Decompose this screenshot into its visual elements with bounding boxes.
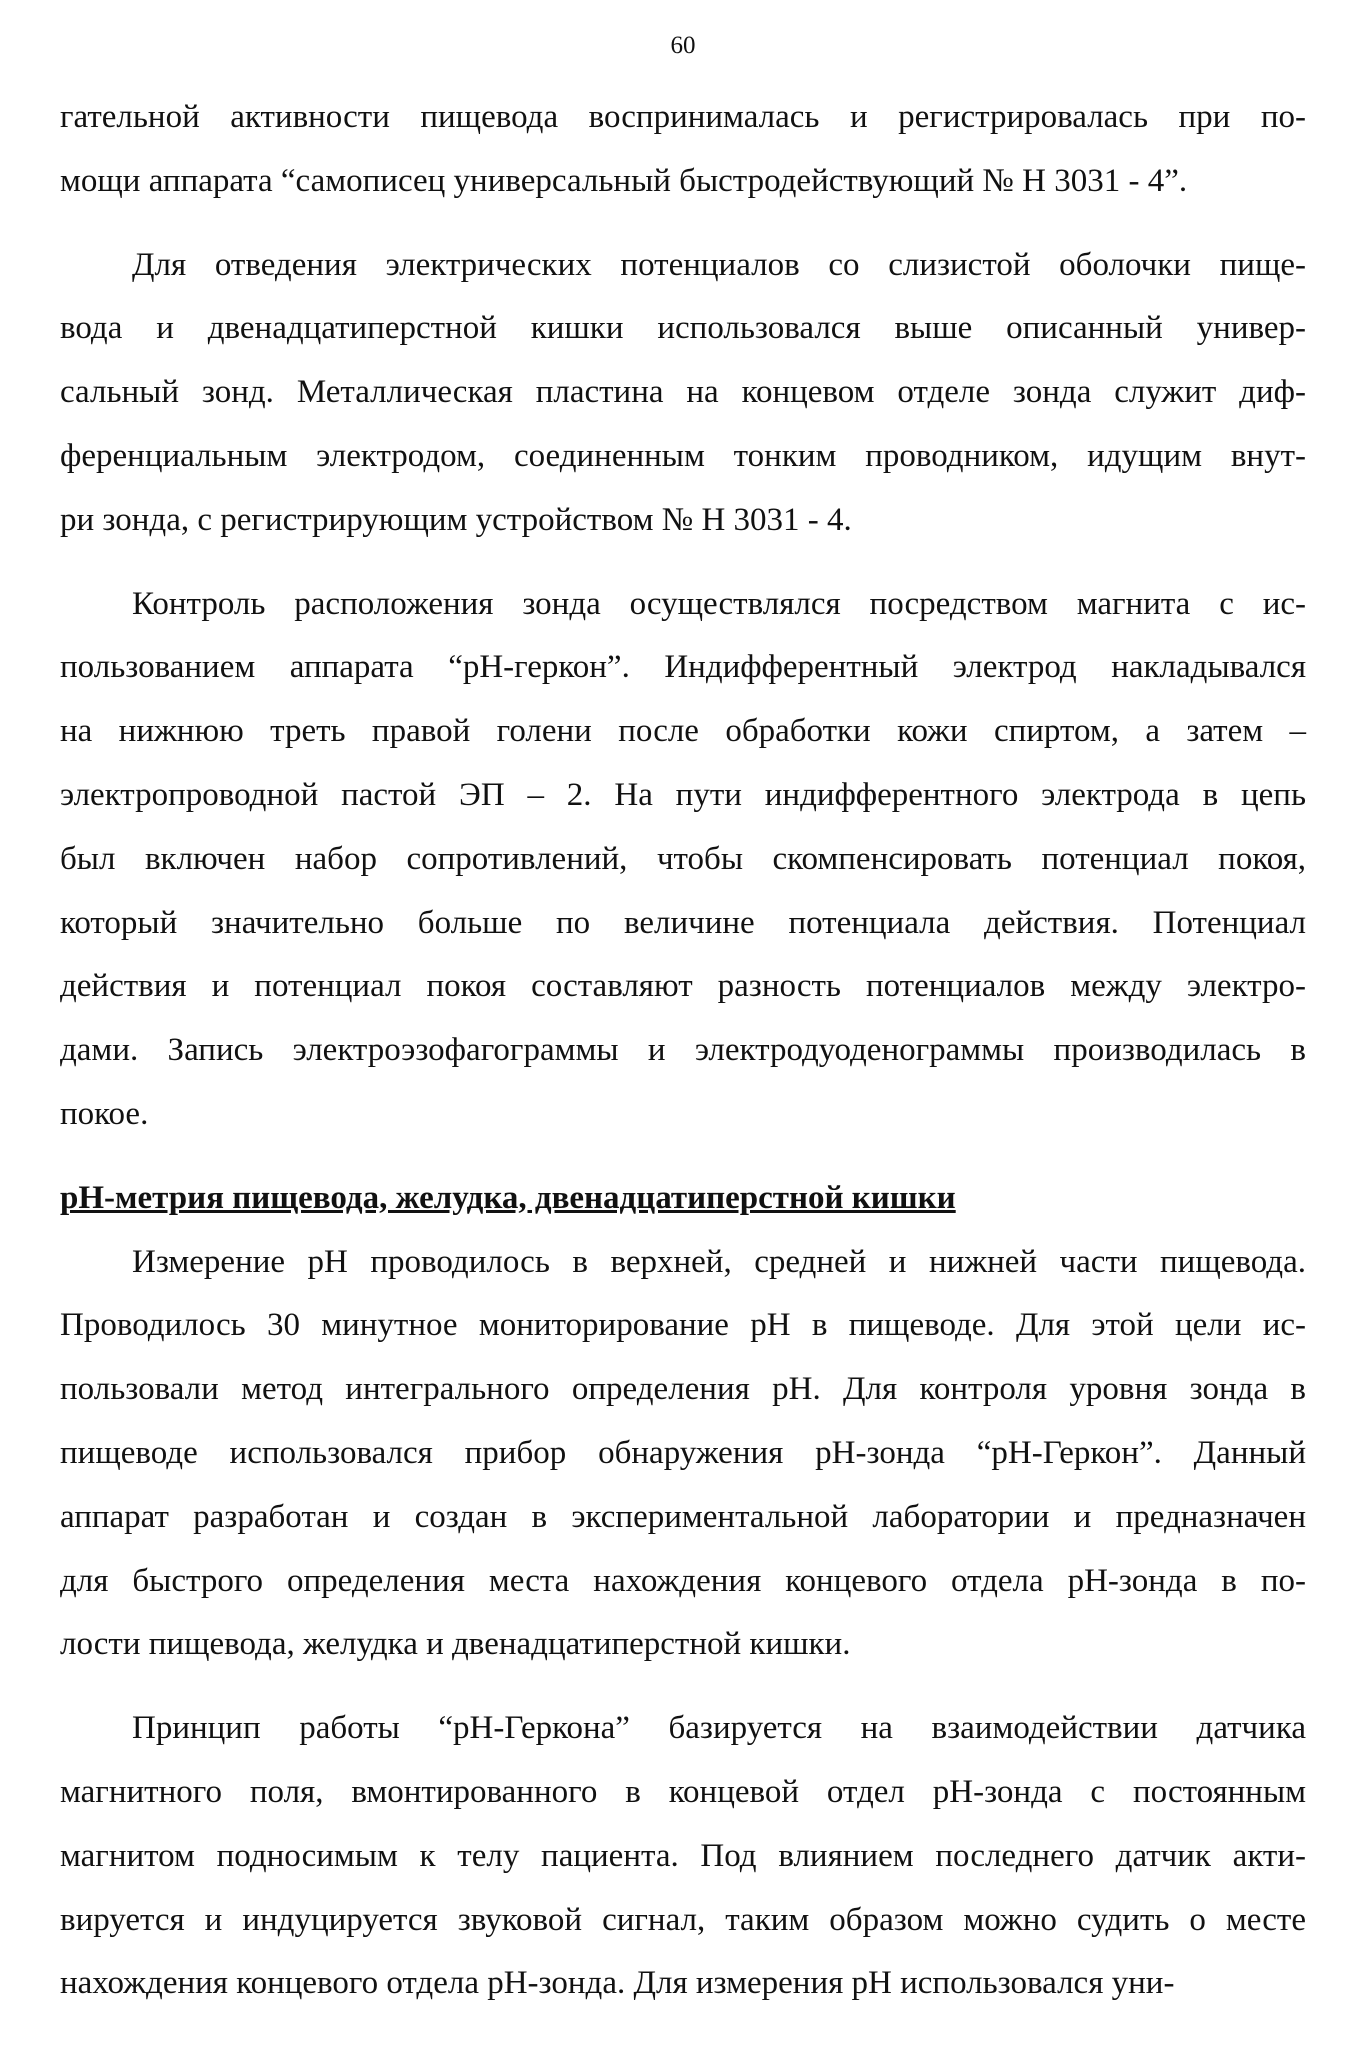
page-number: 60: [670, 32, 696, 59]
text-line: Контроль расположения зонда осуществлялся посредством магнита с ис-: [132, 585, 1306, 622]
text-line: Измерение рН проводилось в верхней, средней и нижней части пищевода.: [132, 1243, 1306, 1280]
text-line: пользовали метод интегрального определения рН. Для контроля уровня зонда в: [60, 1371, 1306, 1408]
paragraphs-after-heading: [60, 1231, 1306, 2017]
text-line: на нижнюю треть правой голени после обработки кожи спиртом, а затем –: [60, 713, 1306, 750]
text-line: Проводилось 30 минутное мониторирование рН в пищеводе. Для этой цели ис-: [60, 1307, 1306, 1344]
text-line: вода и двенадцатиперстной кишки использовался выше описанный универ-: [60, 310, 1306, 347]
paragraph: [60, 234, 1306, 553]
text-line: был включен набор сопротивлений, чтобы скомпенсировать потенциал покоя,: [60, 840, 1306, 877]
paragraph: [60, 1231, 1306, 1678]
text-line: покое.: [60, 1095, 149, 1132]
text-line: Принцип работы “рН-Геркона” базируется на взаимодействии датчика: [132, 1710, 1306, 1747]
text-line: Для отведения электрических потенциалов со слизистой оболочки пище-: [132, 246, 1306, 283]
page-content: [60, 86, 1306, 2036]
text-line: пользованием аппарата “рН-геркон”. Индифферентный электрод накладывался: [60, 649, 1306, 686]
text-line: вируется и индуцируется звуковой сигнал, таким образом можно судить о месте: [60, 1901, 1306, 1938]
paragraph: [60, 86, 1306, 214]
text-line: аппарат разработан и создан в экспериментальной лаборатории и предназначен: [60, 1498, 1306, 1535]
text-line: гательной активности пищевода воспринималась и регистрировалась при по-: [60, 99, 1306, 135]
text-line: для быстрого определения места нахождения концевого отдела рН-зонда в по-: [60, 1562, 1306, 1599]
text-line: сальный зонд. Металлическая пластина на концевом отделе зонда служит диф-: [60, 374, 1306, 411]
text-line: дами. Запись электроэзофагограммы и электродуоденограммы производилась в: [60, 1032, 1306, 1069]
text-line: действия и потенциал покоя составляют разность потенциалов между электро-: [60, 968, 1306, 1005]
text-line: магнитом подносимым к телу пациента. Под влиянием последнего датчик акти-: [60, 1837, 1306, 1874]
paragraph: [60, 573, 1306, 1147]
text-line: ференциальным электродом, соединенным тонким проводником, идущим внут-: [60, 437, 1306, 474]
text-line: электропроводной пастой ЭП – 2. На пути индифферентного электрода в цепь: [60, 776, 1306, 813]
paragraphs-before-heading: [60, 86, 1306, 1147]
text-line: нахождения концевого отдела рН-зонда. Для измерения рН использовался уни-: [60, 1965, 1175, 2002]
section-heading: рН-метрия пищевода, желудка, двенадцатиперстной кишки: [60, 1179, 956, 1216]
text-line: мощи аппарата “самописец универсальный быстродействующий № Н 3031 - 4”.: [60, 162, 1188, 199]
text-line: магнитного поля, вмонтированного в концевой отдел рН-зонда с постоянным: [60, 1773, 1306, 1810]
text-line: ри зонда, с регистрирующим устройством № Н 3031 - 4.: [60, 501, 852, 538]
paragraph: [60, 1697, 1306, 2016]
text-line: лости пищевода, желудка и двенадцатиперстной кишки.: [60, 1626, 851, 1663]
text-line: который значительно больше по величине потенциала действия. Потенциал: [60, 904, 1306, 941]
text-line: пищеводе использовался прибор обнаружения рН-зонда “рН-Геркон”. Данный: [60, 1434, 1306, 1471]
